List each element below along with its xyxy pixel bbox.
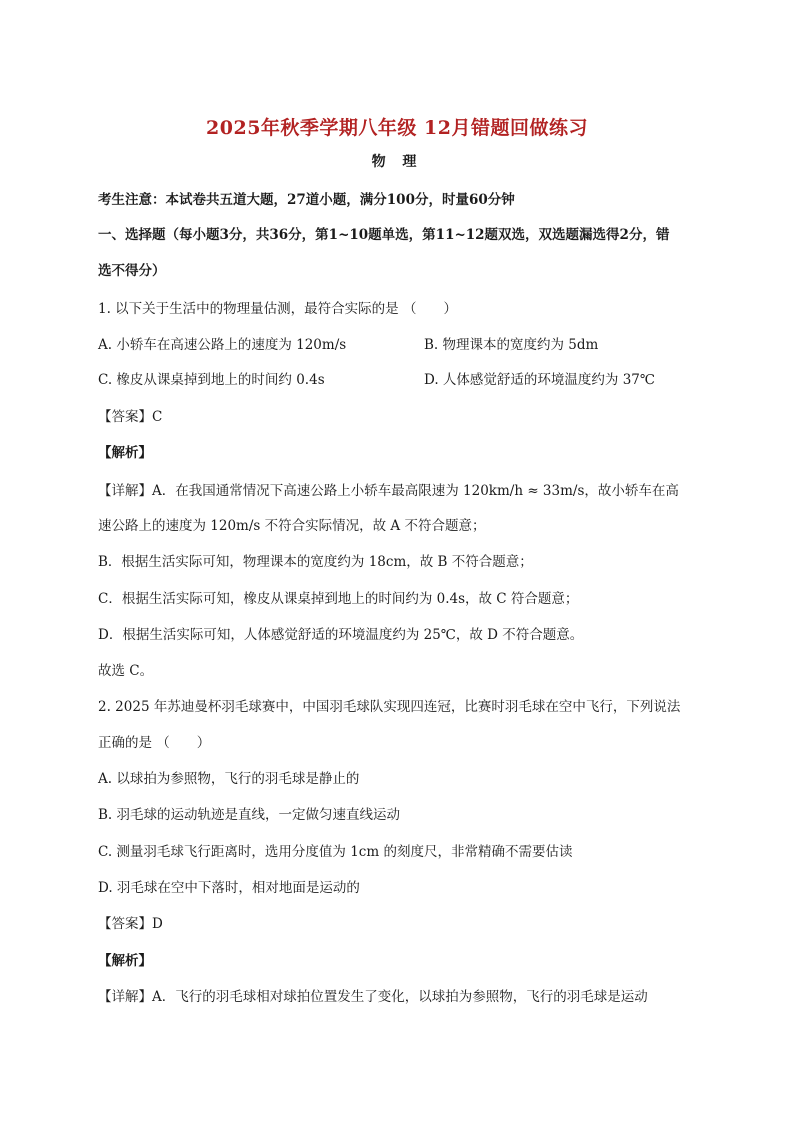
q2-stem-line1: 2. 2025 年苏迪曼杯羽毛球赛中，中国羽毛球队实现四连冠，比赛时羽毛球在空中飞行，下列说法 [98,699,681,715]
q2-option-a: A. 以球拍为参照物，飞行的羽毛球是静止的 [98,771,360,787]
q1-detail-line2: 速公路上的速度为 120m/s 不符合实际情况，故 A 不符合题意； [98,518,486,534]
q1-detail-d: D．根据生活实际可知，人体感觉舒适的环境温度约为 25℃，故 D 不符合题意。 [98,627,584,643]
q2-option-c: C. 测量羽毛球飞行距离时，选用分度值为 1cm 的刻度尺，非常精确不需要估读 [98,844,573,860]
section-heading-line2: 选不得分） [98,263,166,279]
q1-option-d: D. 人体感觉舒适的环境温度约为 37℃ [424,372,655,388]
q2-analysis-label: 【解析】 [98,953,152,969]
q1-option-c: C. 橡皮从课桌掉到地上的时间约 0.4s [98,372,325,388]
q2-answer: 【答案】D [98,916,163,932]
q2-option-b: B. 羽毛球的运动轨迹是直线，一定做匀速直线运动 [98,807,401,823]
q2-detail-line1: 【详解】A．飞行的羽毛球相对球拍位置发生了变化，以球拍为参照物，飞行的羽毛球是运动 [98,989,648,1005]
q1-analysis-label: 【解析】 [98,445,152,461]
q1-detail-c: C．根据生活实际可知，橡皮从课桌掉到地上的时间约为 0.4s，故 C 符合题意； [98,591,579,607]
q1-detail-b: B．根据生活实际可知，物理课本的宽度约为 18cm，故 B 不符合题意； [98,554,533,570]
subject-heading: 物 理 [371,154,423,170]
q2-option-d: D. 羽毛球在空中下落时，相对地面是运动的 [98,880,360,896]
exam-notice: 考生注意：本试卷共五道大题，27道小题，满分100分，时量60分钟 [98,192,515,208]
q1-answer: 【答案】C [98,409,163,425]
q1-option-b: B. 物理课本的宽度约为 5dm [424,337,599,353]
section-heading-line1: 一、选择题（每小题3分，共36分，第1~10题单选，第11~12题双选，双选题漏选得2分，错 [98,227,670,243]
q1-conclusion: 故选 C。 [98,663,154,679]
document-title: 2025年秋季学期八年级 12月错题回做练习 [206,117,588,139]
q1-option-a: A. 小轿车在高速公路上的速度为 120m/s [98,337,347,353]
q1-stem: 1. 以下关于生活中的物理量估测，最符合实际的是 （ ） [98,301,457,317]
q1-detail-line1: 【详解】A．在我国通常情况下高速公路上小轿车最高限速为 120km/h ≈ 33m/s，故小轿车在高 [98,483,679,499]
q2-stem-line2: 正确的是 （ ） [98,735,211,751]
